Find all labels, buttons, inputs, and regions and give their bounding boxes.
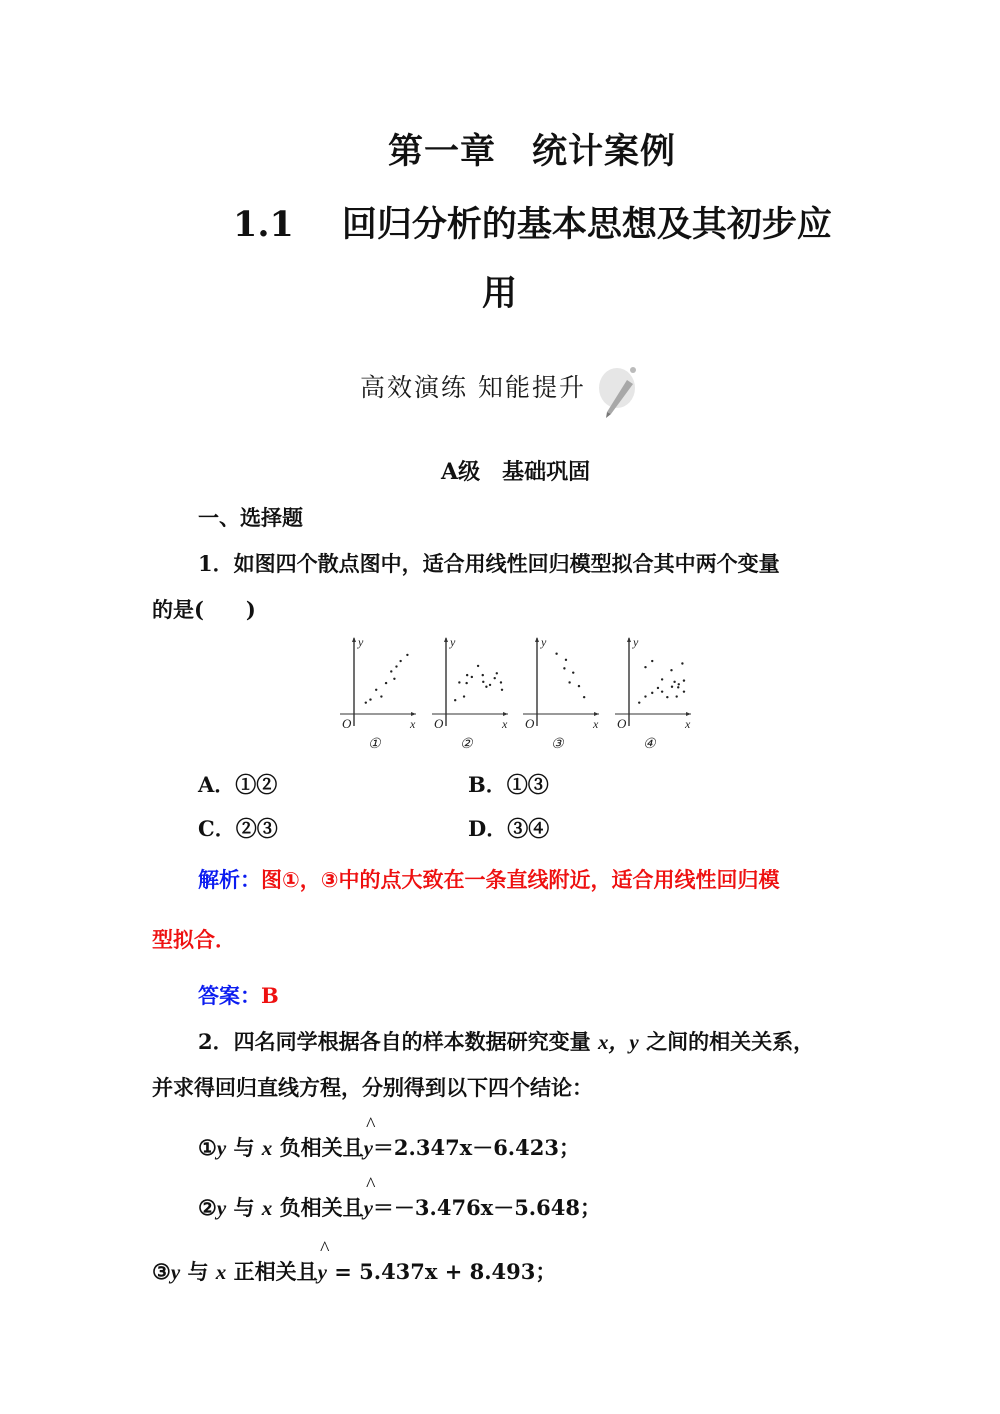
svg-text:②: ② [460,737,473,752]
y-hat: ^ y [364,1136,373,1161]
svg-text:O: O [342,716,352,731]
option-a[interactable] [198,769,277,799]
y-hat: ^ y [318,1260,327,1285]
scatter-plot-1 [340,635,416,752]
relation-text: 负相关且 [272,1135,364,1160]
svg-text:x: x [685,717,691,731]
q1-analysis-line2: 型拟合． [152,928,236,952]
q2-conclusion-2 [198,1192,601,1222]
scatter-plot-4 [615,635,691,752]
level-heading: A级 基础巩固 [441,459,591,485]
q2-stem-line1 [198,1026,814,1056]
q2-conclusion-1 [198,1132,580,1162]
q1-analysis-line1 [198,864,780,894]
part-heading: 一、选择题 [198,505,303,530]
relation-text: 正相关且 [226,1259,318,1284]
analysis-text: 图①，③中的点大致在一条直线附近，适合用线性回归模 [261,868,780,892]
option-d-value: ③④ [507,816,550,841]
q2-stem-vars: x，y [597,1030,639,1054]
var-x: x [215,1260,227,1284]
banner-text: 高效演练 知能提升 [360,373,586,402]
option-c-value: ②③ [235,816,278,841]
q2-stem-part-b: 之间的相关关系， [646,1029,815,1054]
regression-equation: ＝－3.476x－5.648； [372,1195,601,1220]
relation-text: 与 [180,1259,216,1284]
svg-text:x: x [593,717,599,731]
svg-text:x: x [502,717,508,731]
section-title-line1 [233,197,832,247]
svg-text:O: O [434,716,444,731]
section-title-line2: 用 [482,273,518,314]
scatter-plots-figure [330,628,700,757]
svg-text:y: y [450,635,456,649]
q1-stem-line2: 的是( ) [152,597,256,622]
relation-text: 负相关且 [272,1195,364,1220]
q1-answer [198,980,279,1010]
svg-text:④: ④ [643,737,656,752]
q2-conclusion-3 [152,1256,556,1286]
option-a-letter: A． [198,772,236,797]
answer-label: 答案： [198,983,261,1008]
option-c-letter: C． [198,816,236,841]
var-y: y [216,1136,227,1160]
relation-text: 与 [226,1195,262,1220]
q2-stem-line2: 并求得回归直线方程，分别得到以下四个结论： [152,1075,593,1100]
svg-text:y: y [358,635,364,649]
option-b-value: ①③ [506,772,549,797]
regression-equation: = 5.437x + 8.493； [326,1259,557,1284]
scatter-plot-3 [523,635,599,752]
y-hat: ^ y [364,1196,373,1221]
svg-text:O: O [525,716,535,731]
section-title-text: 回归分析的基本思想及其初步应 [341,204,832,245]
option-b[interactable] [468,769,549,799]
practice-banner [360,368,586,404]
scatter-plot-2 [432,635,508,752]
regression-equation: ＝2.347x－6.423； [372,1135,580,1160]
conclusion-number: ① [198,1135,217,1160]
svg-text:x: x [410,717,416,731]
var-x: x [261,1196,273,1220]
q2-stem-part-a: 2．四名同学根据各自的样本数据研究变量 [198,1029,591,1054]
pen-icon [597,360,642,420]
relation-text: 与 [226,1135,262,1160]
option-d[interactable] [468,813,549,843]
conclusion-number: ② [198,1195,217,1220]
option-a-value: ①② [235,772,278,797]
svg-text:③: ③ [551,737,564,752]
analysis-label: 解析： [198,868,261,892]
option-b-letter: B． [468,772,507,797]
svg-text:y: y [541,635,547,649]
q1-stem-line1: 1．如图四个散点图中，适合用线性回归模型拟合其中两个变量 [198,551,780,576]
section-number: 1.1 [233,204,294,245]
svg-text:O: O [617,716,627,731]
answer-value: B [261,983,279,1008]
chapter-title: 第一章 统计案例 [388,131,677,172]
option-d-letter: D． [468,816,508,841]
var-y: y [170,1260,181,1284]
option-c[interactable] [198,813,278,843]
svg-text:y: y [633,635,639,649]
var-x: x [261,1136,273,1160]
var-y: y [216,1196,227,1220]
conclusion-number: ③ [152,1259,171,1284]
scatter-plots-svg [330,628,700,753]
svg-text:①: ① [368,737,381,752]
